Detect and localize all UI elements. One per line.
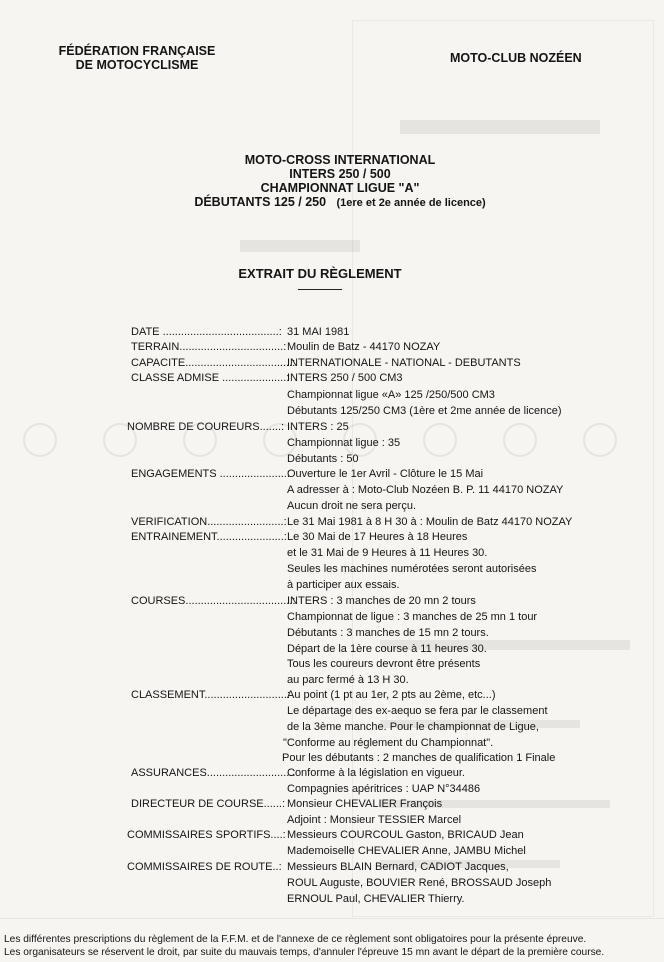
rule-value: Championnat ligue : 35 — [287, 437, 401, 449]
federation-name — [52, 44, 222, 72]
rule-value: Monsieur CHEVALIER François — [287, 798, 443, 810]
rule-value: "Conforme au réglement du Championnat". — [283, 737, 494, 749]
rule-value: Le 30 Mai de 17 Heures à 18 Heures — [287, 531, 468, 543]
page-divider — [0, 918, 664, 919]
rule-label: ASSURANCES............................: — [131, 767, 296, 779]
event-title-line-3: CHAMPIONNAT LIGUE "A" — [260, 181, 420, 195]
rule-value: A adresser à : Moto-Club Nozéen B. P. 11 44170 NOZAY — [287, 484, 564, 496]
rule-value: Mademoiselle CHEVALIER Anne, JAMBU Michel — [287, 845, 526, 857]
federation-line-2: DE MOTOCYCLISME — [75, 58, 199, 72]
footer-notes — [4, 933, 660, 959]
rule-value: Championnat ligue «A» 125 /250/500 CM3 — [287, 389, 495, 401]
rule-value: ROUL Auguste, BOUVIER René, BROSSAUD Joseph — [287, 877, 552, 889]
rule-label: ENGAGEMENTS ......................: — [131, 468, 290, 480]
rule-value: Au point (1 pt au 1er, 2 pts au 2ème, etc...) — [287, 689, 496, 701]
rule-value: à participer aux essais. — [287, 579, 400, 591]
event-title-category: DÉBUTANTS 125 / 250 — [194, 195, 327, 209]
rule-value: et le 31 Mai de 9 Heures à 11 Heures 30. — [287, 547, 488, 559]
rule-value: Le départage des ex-aequo se fera par le classement — [287, 705, 548, 717]
rule-label: COURSES...................................: — [131, 595, 296, 607]
rule-value: Ouverture le 1er Avril - Clôture le 15 Mai — [287, 468, 484, 480]
rule-label: COMMISSAIRES SPORTIFS....: — [127, 829, 286, 841]
rule-value: Messieurs BLAIN Bernard, CADIOT Jacques, — [287, 861, 509, 873]
rule-value: INTERS 250 / 500 CM3 — [287, 372, 403, 384]
rule-value: Débutants : 3 manches de 15 mn 2 tours. — [287, 627, 489, 639]
rule-value: Le 31 Mai 1981 à 8 H 30 à : Moulin de Batz 44170 NOZAY — [287, 516, 573, 528]
rule-label: VERIFICATION.........................: — [131, 516, 287, 528]
club-name: MOTO-CLUB NOZÉEN — [450, 51, 582, 65]
rule-label: DATE ......................................: — [131, 326, 282, 338]
rule-value: INTERS : 25 — [287, 421, 349, 433]
rule-value: au parc fermé à 13 H 30. — [287, 674, 409, 686]
rule-value: ERNOUL Paul, CHEVALIER Thierry. — [287, 893, 465, 905]
title-underline — [298, 289, 342, 290]
section-title: EXTRAIT DU RÈGLEMENT — [238, 266, 402, 281]
rule-value: Compagnies apéritrices : UAP N°34486 — [287, 783, 481, 795]
rule-value: INTERS : 3 manches de 20 mn 2 tours — [287, 595, 476, 607]
rule-value: Pour les débutants : 2 manches de qualification 1 Finale — [282, 752, 556, 764]
rule-value: 31 MAI 1981 — [287, 326, 350, 338]
rule-label: CAPACITE...................................: — [131, 357, 296, 369]
federation-line-1: FÉDÉRATION FRANÇAISE — [58, 44, 216, 58]
rule-value: Seules les machines numérotées seront autorisées — [287, 563, 537, 575]
event-title — [130, 153, 550, 210]
rule-label: NOMBRE DE COUREURS.......: — [127, 421, 285, 433]
rule-value: Tous les coureurs devront être présents — [287, 658, 481, 670]
rule-label: CLASSEMENT...........................: — [131, 689, 290, 701]
rule-value: Championnat de ligue : 3 manches de 25 mn 1 tour — [287, 611, 538, 623]
rule-label: DIRECTEUR DE COURSE......: — [131, 798, 286, 810]
rule-value: Aucun droit ne sera perçu. — [287, 500, 417, 512]
footer-line-2: Les organisateurs se réservent le droit, par suite du mauvais temps, d'annuler l'épreuve 15 mn avant le départ de la première course. — [4, 947, 605, 958]
rule-value: Débutants : 50 — [287, 453, 359, 465]
rule-label: TERRAIN..................................: — [131, 341, 287, 353]
footer-line-1: Les différentes prescriptions du règlement de la F.F.M. et de l'annexe de ce règlement sont obligatoires pour la présente épreuve. — [4, 934, 587, 945]
rule-value: Départ de la 1ère course à 11 heures 30. — [287, 643, 487, 655]
event-title-line-2: INTERS 250 / 500 — [289, 167, 391, 181]
event-title-line-4 — [130, 195, 550, 210]
event-title-note: (1ere et 2e année de licence) — [336, 197, 486, 209]
rule-value: Conforme à la législation en vigueur. — [287, 767, 465, 779]
rule-label: CLASSE ADMISE .....................: — [131, 372, 290, 384]
rule-label: ENTRAINEMENT......................: — [131, 531, 287, 543]
rule-value: Messieurs COURCOUL Gaston, BRICAUD Jean — [287, 829, 524, 841]
rule-value: de la 3ème manche. Pour le championnat de Ligue, — [287, 721, 539, 733]
rule-value: Moulin de Batz - 44170 NOZAY — [287, 341, 441, 353]
rule-label: COMMISSAIRES DE ROUTE..: — [127, 861, 282, 873]
rule-value: Adjoint : Monsieur TESSIER Marcel — [287, 814, 462, 826]
rule-value: INTERNATIONALE - NATIONAL - DEBUTANTS — [287, 357, 521, 369]
rule-value: Débutants 125/250 CM3 (1ère et 2me année de licence) — [287, 405, 562, 417]
event-title-line-1: MOTO-CROSS INTERNATIONAL — [244, 153, 436, 167]
